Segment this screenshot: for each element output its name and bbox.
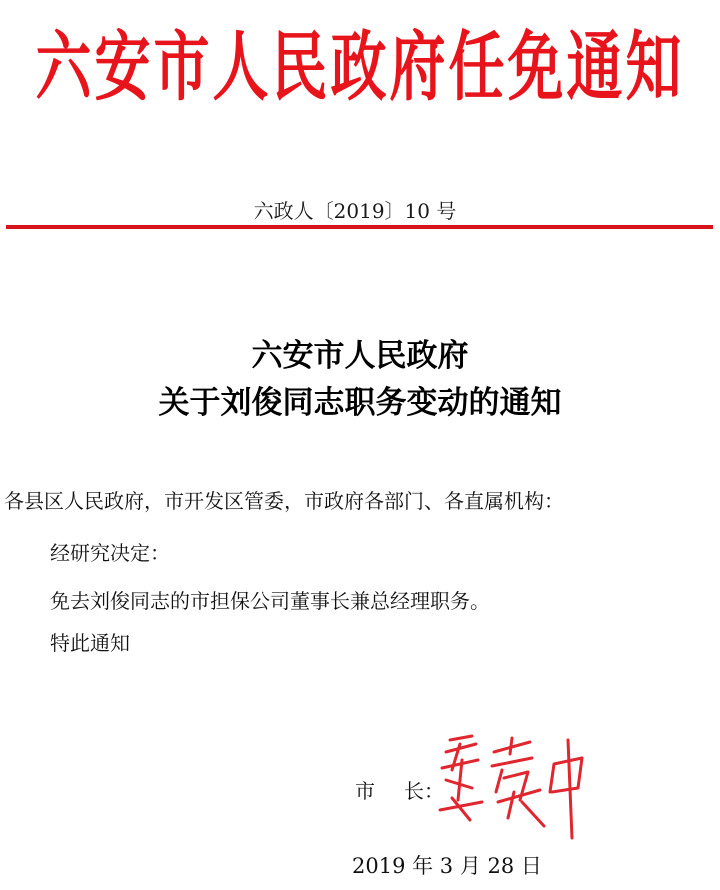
signatory-label: 长： <box>404 779 444 803</box>
notice-title-line-2: 关于刘俊同志职务变动的通知 <box>158 385 562 421</box>
body-paragraph: 特此通知 <box>50 631 130 655</box>
notice-title-line-1: 六安市人民政府 <box>251 338 469 374</box>
masthead-title: 六安市人民政府任免通知 <box>35 24 685 112</box>
issue-date: 2019 年 3 月 28 日 <box>352 854 542 878</box>
signatory-label: 市 <box>355 779 375 803</box>
body-paragraph: 免去刘俊同志的市担保公司董事长兼总经理职务。 <box>50 589 490 613</box>
addressee: 各县区人民政府，市开发区管委，市政府各部门、各直属机构： <box>4 489 564 513</box>
handwritten-signature-icon <box>432 730 607 840</box>
body-paragraph: 经研究决定： <box>50 541 170 565</box>
document-number: 六政人〔2019〕10 号 <box>253 199 457 223</box>
red-divider <box>6 225 713 229</box>
